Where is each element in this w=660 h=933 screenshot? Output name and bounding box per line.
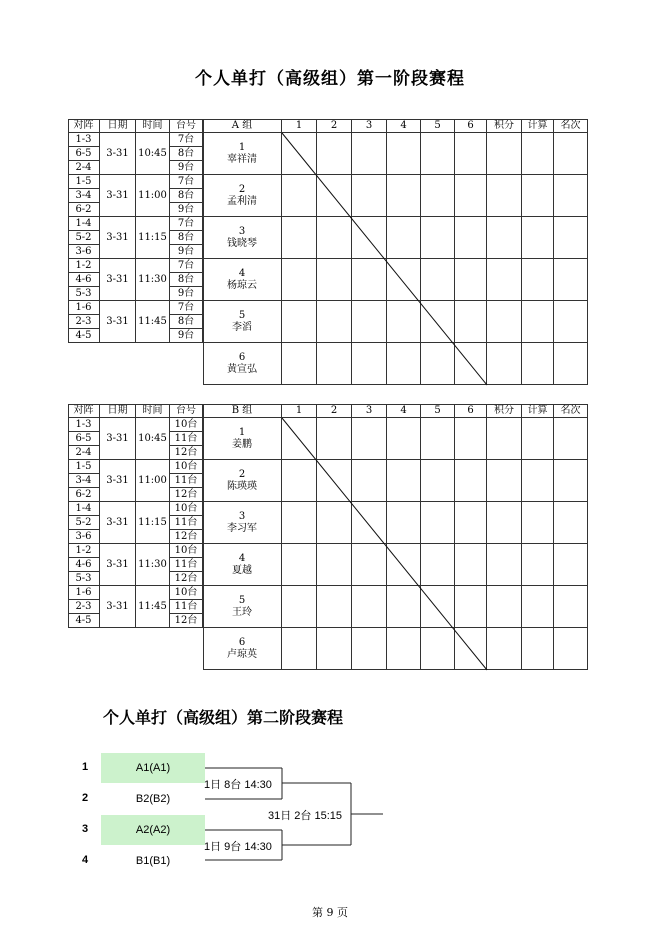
table-number: 12台 <box>170 614 203 628</box>
match-date: 3-31 <box>100 418 136 460</box>
match-pair: 6-2 <box>68 203 100 217</box>
table-number: 9台 <box>170 245 203 259</box>
match-time: 11:15 <box>136 502 170 544</box>
header-score: 积分 <box>487 404 522 418</box>
player-number: 3 <box>238 225 246 237</box>
match-time: 11:45 <box>136 301 170 343</box>
match-pair: 4-6 <box>68 273 100 287</box>
match-pair: 4-5 <box>68 329 100 343</box>
group-label: B 组 <box>203 404 282 418</box>
final-match-label: 31日 2台 15:15 <box>268 810 342 822</box>
player-number: 5 <box>238 594 246 606</box>
match-pair: 4-6 <box>68 558 100 572</box>
player-name: 夏越 <box>232 564 252 576</box>
header-table-no: 台号 <box>170 119 203 133</box>
match-date: 3-31 <box>100 301 136 343</box>
table-number: 10台 <box>170 586 203 600</box>
seed-number: 1 <box>82 761 89 773</box>
player-number: 6 <box>238 636 246 648</box>
seed-number: 2 <box>82 792 89 804</box>
match-time: 11:45 <box>136 586 170 628</box>
header-player-5: 5 <box>421 119 455 133</box>
match-time: 11:30 <box>136 544 170 586</box>
player-number: 4 <box>238 267 246 279</box>
header-player-1: 1 <box>282 404 317 418</box>
match-date: 3-31 <box>100 133 136 175</box>
match-pair: 1-6 <box>68 586 100 600</box>
header-time: 时间 <box>136 404 170 418</box>
match-date: 3-31 <box>100 259 136 301</box>
page-number: 第 9 页 <box>312 906 348 919</box>
table-number: 8台 <box>170 189 203 203</box>
match-pair: 1-4 <box>68 217 100 231</box>
match-pair: 2-4 <box>68 446 100 460</box>
match-date: 3-31 <box>100 502 136 544</box>
player-name: 孟利清 <box>227 195 257 207</box>
bracket-entry: B1(B1) <box>135 855 171 867</box>
table-number: 11台 <box>170 474 203 488</box>
table-number: 7台 <box>170 259 203 273</box>
match-pair: 2-3 <box>68 315 100 329</box>
match-label: 1日 9台 14:30 <box>204 841 272 853</box>
table-number: 7台 <box>170 217 203 231</box>
header-player-5: 5 <box>421 404 455 418</box>
header-pair: 对阵 <box>68 119 100 133</box>
match-pair: 1-6 <box>68 301 100 315</box>
match-pair: 2-3 <box>68 600 100 614</box>
bracket-entry: B2(B2) <box>135 793 171 805</box>
match-pair: 5-3 <box>68 572 100 586</box>
player-number: 2 <box>238 468 246 480</box>
seed-number: 3 <box>82 823 89 835</box>
table-number: 11台 <box>170 516 203 530</box>
match-pair: 3-6 <box>68 530 100 544</box>
match-time: 11:00 <box>136 460 170 502</box>
table-number: 9台 <box>170 203 203 217</box>
match-pair: 5-2 <box>68 516 100 530</box>
table-number: 12台 <box>170 446 203 460</box>
stage-two-title: 个人单打（高级组）第二阶段赛程 <box>103 708 344 727</box>
player-name: 李滔 <box>232 321 252 333</box>
table-number: 8台 <box>170 315 203 329</box>
header-table-no: 台号 <box>170 404 203 418</box>
header-player-3: 3 <box>352 404 387 418</box>
table-number: 12台 <box>170 488 203 502</box>
player-number: 6 <box>238 351 246 363</box>
table-number: 8台 <box>170 231 203 245</box>
table-number: 8台 <box>170 273 203 287</box>
match-pair: 1-2 <box>68 259 100 273</box>
header-date: 日期 <box>100 119 136 133</box>
player-number: 2 <box>238 183 246 195</box>
match-time: 11:30 <box>136 259 170 301</box>
match-date: 3-31 <box>100 460 136 502</box>
player-name: 陈瑛瑛 <box>227 480 257 492</box>
player-number: 1 <box>238 141 246 153</box>
match-pair: 6-5 <box>68 432 100 446</box>
header-player-4: 4 <box>387 404 421 418</box>
player-name: 李习军 <box>227 522 257 534</box>
header-player-6: 6 <box>455 404 487 418</box>
header-player-4: 4 <box>387 119 421 133</box>
header-date: 日期 <box>100 404 136 418</box>
player-name: 黄宣弘 <box>227 363 257 375</box>
player-name: 卢琼英 <box>227 648 257 660</box>
table-number: 10台 <box>170 418 203 432</box>
match-pair: 3-4 <box>68 189 100 203</box>
header-player-2: 2 <box>317 119 352 133</box>
header-pair: 对阵 <box>68 404 100 418</box>
player-name: 王玲 <box>232 606 252 618</box>
match-pair: 2-4 <box>68 161 100 175</box>
bracket-entry: A2(A2) <box>101 815 205 845</box>
match-pair: 1-2 <box>68 544 100 558</box>
table-number: 7台 <box>170 175 203 189</box>
match-date: 3-31 <box>100 544 136 586</box>
header-player-3: 3 <box>352 119 387 133</box>
match-time: 10:45 <box>136 133 170 175</box>
player-number: 4 <box>238 552 246 564</box>
match-pair: 1-3 <box>68 133 100 147</box>
header-calc: 计算 <box>522 404 554 418</box>
table-number: 10台 <box>170 544 203 558</box>
player-name: 杨琼云 <box>227 279 257 291</box>
header-score: 积分 <box>487 119 522 133</box>
match-time: 10:45 <box>136 418 170 460</box>
match-pair: 1-4 <box>68 502 100 516</box>
table-number: 10台 <box>170 502 203 516</box>
table-number: 7台 <box>170 133 203 147</box>
header-time: 时间 <box>136 119 170 133</box>
table-number: 10台 <box>170 460 203 474</box>
table-number: 12台 <box>170 572 203 586</box>
table-number: 12台 <box>170 530 203 544</box>
player-name: 辜祥清 <box>227 153 257 165</box>
table-number: 8台 <box>170 147 203 161</box>
match-pair: 1-5 <box>68 460 100 474</box>
table-number: 9台 <box>170 287 203 301</box>
match-pair: 3-6 <box>68 245 100 259</box>
bracket-entry: A1(A1) <box>101 753 205 783</box>
match-pair: 6-2 <box>68 488 100 502</box>
player-name: 钱晓琴 <box>227 237 257 249</box>
match-date: 3-31 <box>100 175 136 217</box>
player-name: 姜鹏 <box>232 438 252 450</box>
match-date: 3-31 <box>100 217 136 259</box>
match-date: 3-31 <box>100 586 136 628</box>
header-calc: 计算 <box>522 119 554 133</box>
header-player-1: 1 <box>282 119 317 133</box>
match-pair: 4-5 <box>68 614 100 628</box>
table-number: 9台 <box>170 161 203 175</box>
player-number: 3 <box>238 510 246 522</box>
table-number: 11台 <box>170 600 203 614</box>
table-number: 9台 <box>170 329 203 343</box>
header-rank: 名次 <box>554 404 588 418</box>
table-number: 11台 <box>170 558 203 572</box>
seed-number: 4 <box>82 854 89 866</box>
match-pair: 6-5 <box>68 147 100 161</box>
group-label: A 组 <box>203 119 282 133</box>
player-number: 5 <box>238 309 246 321</box>
match-time: 11:00 <box>136 175 170 217</box>
match-time: 11:15 <box>136 217 170 259</box>
match-pair: 5-2 <box>68 231 100 245</box>
header-rank: 名次 <box>554 119 588 133</box>
player-number: 1 <box>238 426 246 438</box>
match-pair: 1-5 <box>68 175 100 189</box>
table-number: 7台 <box>170 301 203 315</box>
table-number: 11台 <box>170 432 203 446</box>
match-label: 1日 8台 14:30 <box>204 779 272 791</box>
page-title: 个人单打（高级组）第一阶段赛程 <box>195 69 465 89</box>
header-player-6: 6 <box>455 119 487 133</box>
match-pair: 5-3 <box>68 287 100 301</box>
match-pair: 1-3 <box>68 418 100 432</box>
match-pair: 3-4 <box>68 474 100 488</box>
header-player-2: 2 <box>317 404 352 418</box>
